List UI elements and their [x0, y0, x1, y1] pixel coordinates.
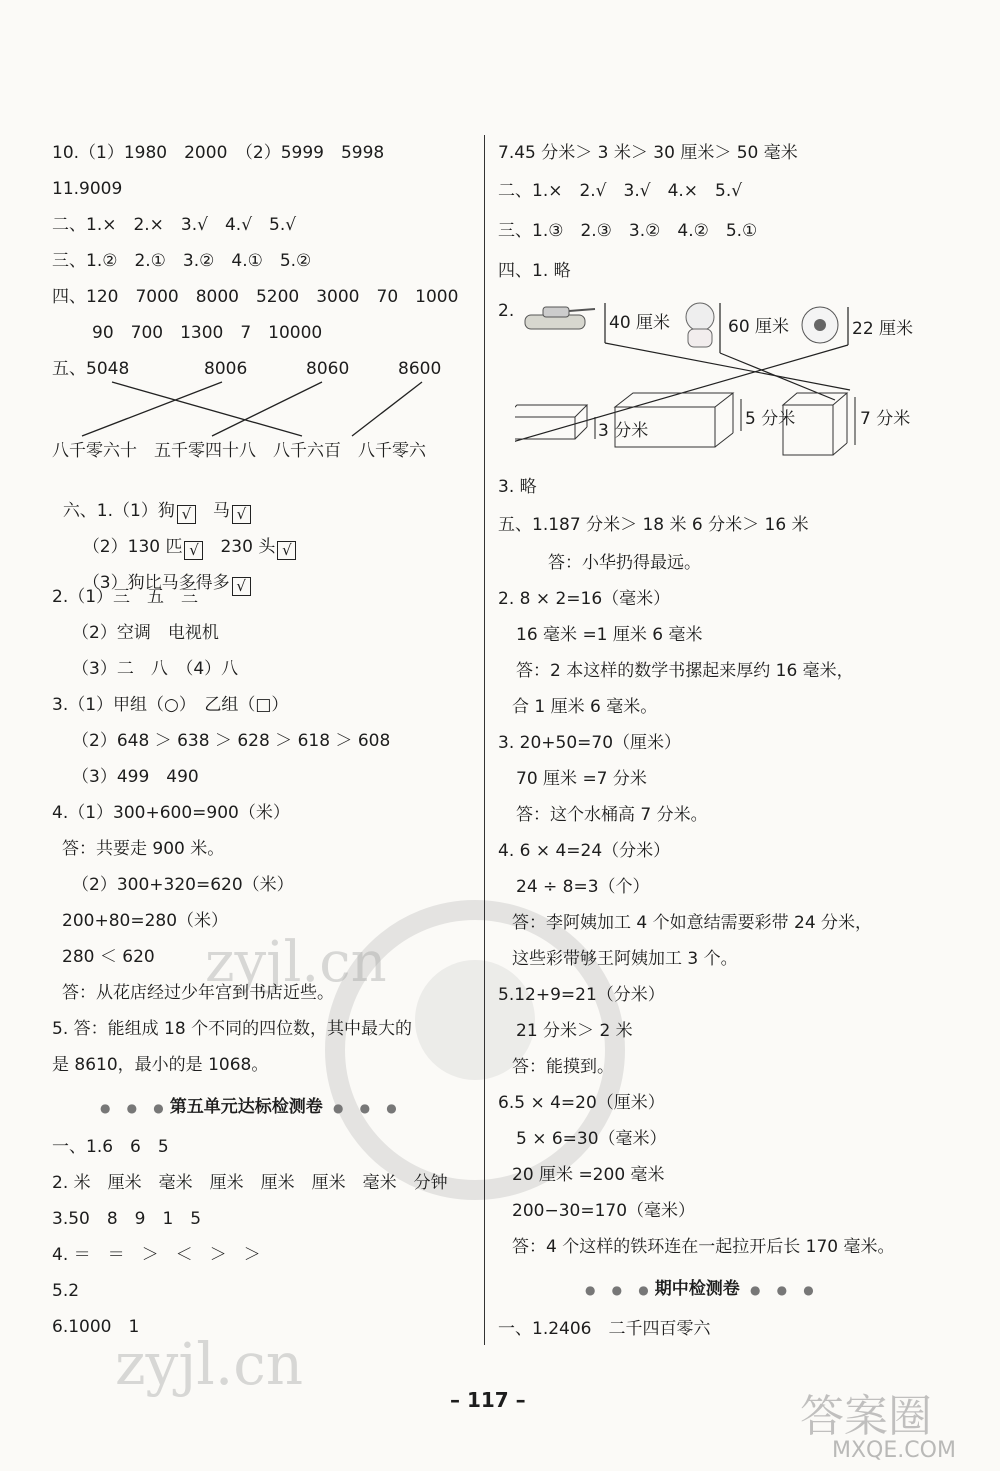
answer-line: 答：4 个这样的铁环连在一起拉开后长 170 毫米。	[512, 1237, 895, 1257]
page-number: – 117 –	[450, 1388, 526, 1412]
answer-line: 11.9009	[52, 179, 123, 199]
answer-text: 马	[212, 501, 230, 521]
checkbox-checked: √	[177, 505, 196, 524]
publisher-stamp-logo	[322, 900, 625, 1200]
answer-line: 八千零六十 五千零四十八 八千六百 八千零六	[52, 441, 426, 461]
section-title-text: 第五单元达标检测卷	[169, 1097, 323, 1117]
answer-line: 10.（1）1980 2000 （2）5999 5998	[52, 143, 385, 163]
answer-line: （2）空调 电视机	[72, 623, 219, 643]
checkbox-checked: √	[232, 577, 251, 596]
answer-line: 答：小华扔得最远。	[548, 553, 701, 573]
matching-lines	[52, 378, 492, 438]
diagram-label: 5 分米	[745, 409, 796, 429]
answer-text: （2）130 匹	[82, 537, 183, 557]
answer-line: 4.（1）300+600=900（米）	[52, 803, 290, 823]
decorative-dots: ● ● ●	[322, 1101, 403, 1115]
diagram-label: 7 分米	[860, 409, 911, 429]
answer-line: 是 8610，最小的是 1068。	[52, 1055, 269, 1075]
answer-line: 2.	[498, 301, 515, 321]
answer-line: 16 毫米 =1 厘米 6 毫米	[516, 625, 703, 645]
checkbox-checked: √	[277, 541, 296, 560]
answer-text: 六、1.（1）狗	[62, 501, 175, 521]
answer-line: 280 ＜ 620	[62, 947, 155, 967]
answer-line: 答：李阿姨加工 4 个如意结需要彩带 24 分米，	[512, 913, 873, 933]
answer-line: （3）二 八 （4）八	[72, 659, 239, 679]
answer-line: （3）499 490	[72, 767, 199, 787]
section-title-midterm	[585, 1274, 820, 1299]
answer-line: 5. 答：能组成 18 个不同的四位数，其中最大的	[52, 1019, 413, 1039]
checkbox-checked: √	[232, 505, 251, 524]
answer-line: 200−30=170（毫米）	[512, 1201, 696, 1221]
section-title-text: 期中检测卷	[654, 1279, 740, 1299]
answer-line: 这些彩带够王阿姨加工 3 个。	[512, 949, 738, 969]
column-divider	[484, 135, 485, 1345]
tank-icon	[525, 307, 595, 329]
short-box-icon	[515, 405, 587, 439]
answer-line: 三、1.② 2.① 3.② 4.① 5.②	[52, 251, 312, 271]
diagram-label: 60 厘米	[728, 317, 790, 337]
decorative-dots: ● ● ●	[100, 1101, 170, 1115]
answer-line: 答：从花店经过少年宫到书店近些。	[62, 983, 334, 1003]
answer-line: 四、120 7000 8000 5200 3000 70 1000	[52, 287, 459, 307]
watermark-zyjl-mid: zyjl.cn	[205, 930, 387, 995]
answer-line: 3. 略	[498, 477, 537, 497]
answer-line: 2. 米 厘米 毫米 厘米 厘米 厘米 毫米 分钟	[52, 1173, 448, 1193]
answer-line: 四、1. 略	[498, 261, 571, 281]
answer-line: 200+80=280（米）	[62, 911, 229, 931]
answer-line: 24 ÷ 8=3（个）	[516, 877, 650, 897]
watermark-zyjl-bottom: zyjl.cn	[115, 1330, 304, 1398]
answer-line: 3. 20+50=70（厘米）	[498, 733, 682, 753]
diagram-label: 3 分米	[598, 421, 649, 441]
answer-line: 4. 6 × 4=24（分米）	[498, 841, 671, 861]
answer-line: 答：能摸到。	[512, 1057, 614, 1077]
toy-bear-icon	[686, 303, 714, 347]
diagram-label: 22 厘米	[852, 319, 914, 339]
answer-line: 五、1.187 分米＞ 18 米 6 分米＞ 16 米	[498, 515, 809, 535]
answer-line: 6.1000 1	[52, 1317, 140, 1337]
matching-number: 8600	[398, 359, 442, 379]
answer-line: 一、1.6 6 5	[52, 1137, 169, 1157]
section-title-unit5	[100, 1092, 403, 1117]
matching-number-label: 五、5048	[52, 359, 130, 379]
answer-line: （2）300+320=620（米）	[72, 875, 294, 895]
answer-line: 5.12+9=21（分米）	[498, 985, 665, 1005]
answer-line: 5.2	[52, 1281, 80, 1301]
answer-line: 5 × 6=30（毫米）	[516, 1129, 667, 1149]
answer-line: 二、1.× 2.× 3.√ 4.√ 5.√	[52, 215, 297, 235]
watermark-mxqe: MXQE.COM	[832, 1438, 956, 1463]
answer-line: 21 分米＞ 2 米	[516, 1021, 633, 1041]
answer-line: 70 厘米 =7 分米	[516, 769, 647, 789]
answer-line: 2. 8 × 2=16（毫米）	[498, 589, 671, 609]
answer-line: （2）648 ＞ 638 ＞ 628 ＞ 618 ＞ 608	[72, 731, 391, 751]
soccer-ball-icon	[802, 307, 838, 343]
diagram-label: 40 厘米	[609, 313, 671, 333]
watermark-daanquan: 答案圈	[800, 1391, 932, 1442]
answer-line: 答：这个水桶高 7 分米。	[516, 805, 708, 825]
matching-number: 8060	[306, 359, 350, 379]
checkbox-checked: √	[184, 541, 203, 560]
answer-line: 二、1.× 2.√ 3.√ 4.× 5.√	[498, 181, 743, 201]
matching-number: 8006	[204, 359, 248, 379]
answer-line: 一、1.2406 二千四百零六	[498, 1319, 711, 1339]
answer-line: 90 700 1300 7 10000	[92, 323, 323, 343]
answer-line: 20 厘米 =200 毫米	[512, 1165, 665, 1185]
answer-line: 6.5 × 4=20（厘米）	[498, 1093, 665, 1113]
answer-line: 3.（1）甲组（○） 乙组（□）	[52, 695, 289, 715]
answer-line: 3.50 8 9 1 5	[52, 1209, 202, 1229]
answer-line: 4. ＝ ＝ ＞ ＜ ＞ ＞	[52, 1245, 261, 1265]
answer-line: 合 1 厘米 6 毫米。	[512, 697, 658, 717]
decorative-dots: ● ● ●	[739, 1283, 820, 1297]
answer-text: 230 头	[220, 537, 276, 557]
answer-line: 答：共要走 900 米。	[62, 839, 225, 859]
answer-line: 7.45 分米＞ 3 米＞ 30 厘米＞ 50 毫米	[498, 143, 798, 163]
answer-line: 三、1.③ 2.③ 3.② 4.② 5.①	[498, 221, 758, 241]
answer-text: （3）狗比马多得多	[82, 573, 230, 593]
answer-line: 2.（1）三 五 三	[52, 587, 199, 607]
answer-line: 答：2 本这样的数学书摞起来厚约 16 毫米，	[516, 661, 854, 681]
decorative-dots: ● ● ●	[585, 1283, 655, 1297]
